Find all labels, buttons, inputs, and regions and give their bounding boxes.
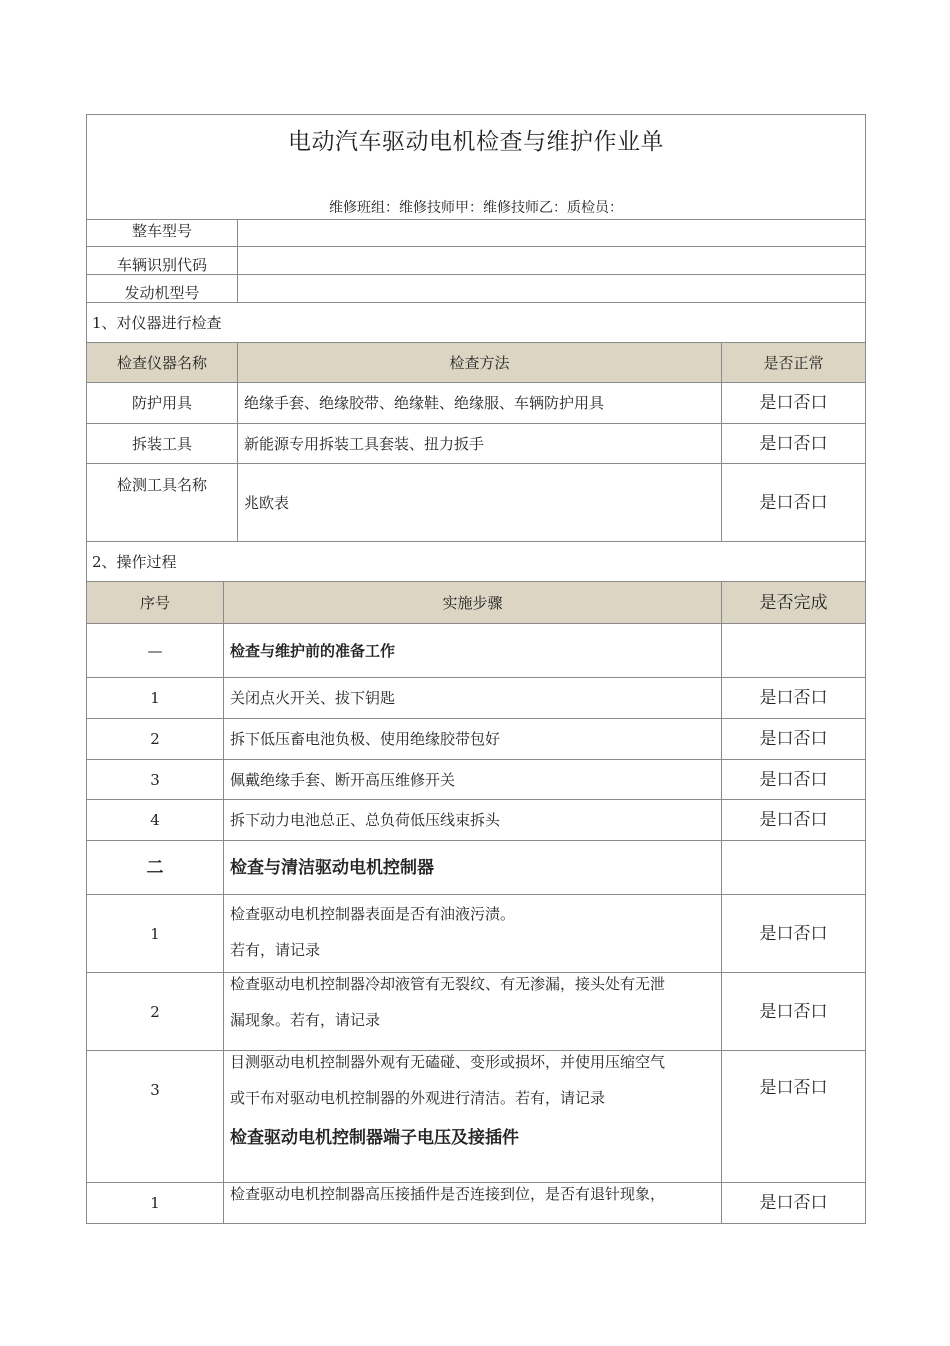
step-row bbox=[87, 1051, 866, 1183]
step-number: 1 bbox=[87, 895, 224, 973]
step-row bbox=[87, 678, 866, 719]
status-checkbox[interactable]: 是口否口 bbox=[722, 678, 866, 719]
instrument-name: 检测工具名称 bbox=[87, 464, 238, 542]
col-header: 是否正常 bbox=[722, 343, 866, 383]
step-line: 或干布对驱动电机控制器的外观进行清洁。若有，请记录 bbox=[230, 1089, 606, 1107]
step-line: 检查驱动电机控制器冷却液管有无裂纹、有无渗漏，接头处有无泄 bbox=[230, 975, 666, 993]
group-header-row bbox=[87, 841, 866, 895]
work-order-sheet bbox=[86, 114, 865, 1224]
instrument-name: 防护用具 bbox=[87, 383, 238, 424]
work-order-table bbox=[86, 114, 866, 1224]
step-row bbox=[87, 719, 866, 760]
info-label: 车辆识别代码 bbox=[87, 247, 238, 275]
page-title: 电动汽车驱动电机检查与维护作业单 bbox=[288, 129, 665, 155]
instrument-method: 绝缘手套、绝缘胶带、绝缘鞋、绝缘服、车辆防护用具 bbox=[238, 383, 722, 424]
step-line: 目测驱动电机控制器外观有无磕碰、变形或损坏，并使用压缩空气 bbox=[230, 1053, 666, 1071]
group-title: 检查与清洁驱动电机控制器 bbox=[224, 841, 722, 895]
group-number: — bbox=[87, 624, 224, 678]
step-text: 拆下动力电池总正、总负荷低压线束拆头 bbox=[224, 800, 722, 841]
section-title-instruments: 1、对仪器进行检查 bbox=[87, 303, 866, 343]
info-row-model bbox=[87, 220, 866, 247]
step-text: 拆下低压畜电池负极、使用绝缘胶带包好 bbox=[224, 719, 722, 760]
step-line: 检查驱动电机控制器表面是否有油液污渍。 bbox=[230, 905, 516, 923]
step-number: 2 bbox=[87, 719, 224, 760]
group-title: 检查驱动电机控制器端子电压及接插件 bbox=[230, 1128, 519, 1148]
step-number: 1 bbox=[87, 678, 224, 719]
step-row bbox=[87, 895, 866, 973]
title-cell bbox=[87, 115, 866, 220]
info-row-vin bbox=[87, 247, 866, 275]
step-number: 1 bbox=[87, 1183, 224, 1224]
step-line: 若有，请记录 bbox=[230, 941, 321, 959]
col-header: 实施步骤 bbox=[224, 582, 722, 624]
step-row bbox=[87, 760, 866, 800]
step-number: 3 bbox=[87, 760, 224, 800]
step-row bbox=[87, 1183, 866, 1224]
instrument-method: 新能源专用拆装工具套装、扭力扳手 bbox=[238, 424, 722, 464]
group-title: 检查与维护前的准备工作 bbox=[224, 624, 722, 678]
instrument-name: 拆装工具 bbox=[87, 424, 238, 464]
step-text: 佩戴绝缘手套、断开高压维修开关 bbox=[224, 760, 722, 800]
instrument-method: 兆欧表 bbox=[238, 464, 722, 542]
info-value-field[interactable] bbox=[238, 247, 866, 275]
status-checkbox[interactable]: 是口否口 bbox=[722, 383, 866, 424]
empty-cell bbox=[722, 841, 866, 895]
process-table-header bbox=[87, 582, 866, 624]
status-checkbox[interactable]: 是口否口 bbox=[722, 800, 866, 841]
status-checkbox[interactable]: 是口否口 bbox=[722, 760, 866, 800]
info-row-engine bbox=[87, 275, 866, 303]
info-value-field[interactable] bbox=[238, 220, 866, 247]
instrument-row bbox=[87, 424, 866, 464]
step-number: 3 bbox=[87, 1051, 224, 1183]
crew-line: 维修班组：维修技师甲：维修技师乙：质检员： bbox=[329, 200, 624, 216]
instrument-table-header bbox=[87, 343, 866, 383]
status-checkbox[interactable]: 是口否口 bbox=[722, 1183, 866, 1224]
col-header: 是否完成 bbox=[722, 582, 866, 624]
instrument-row bbox=[87, 383, 866, 424]
info-value-field[interactable] bbox=[238, 275, 866, 303]
info-label: 整车型号 bbox=[87, 220, 238, 247]
status-checkbox[interactable]: 是口否口 bbox=[722, 719, 866, 760]
step-text: 关闭点火开关、拔下钥匙 bbox=[224, 678, 722, 719]
step-line: 漏现象。若有，请记录 bbox=[230, 1011, 381, 1029]
col-header: 检查方法 bbox=[238, 343, 722, 383]
step-row bbox=[87, 800, 866, 841]
section-title-process: 2、操作过程 bbox=[87, 542, 866, 582]
empty-cell bbox=[722, 624, 866, 678]
step-text: 检查驱动电机控制器高压接插件是否连接到位，是否有退针现象， bbox=[224, 1183, 722, 1224]
step-number: 4 bbox=[87, 800, 224, 841]
status-checkbox[interactable]: 是口否口 bbox=[722, 973, 866, 1051]
group-header-row bbox=[87, 624, 866, 678]
step-text-cell bbox=[224, 895, 722, 973]
status-checkbox[interactable]: 是口否口 bbox=[722, 1051, 866, 1183]
status-checkbox[interactable]: 是口否口 bbox=[722, 424, 866, 464]
instrument-row bbox=[87, 464, 866, 542]
step-text-cell bbox=[224, 973, 722, 1051]
step-row bbox=[87, 973, 866, 1051]
col-header: 序号 bbox=[87, 582, 224, 624]
status-checkbox[interactable]: 是口否口 bbox=[722, 464, 866, 542]
step-number: 2 bbox=[87, 973, 224, 1051]
group-number: 二 bbox=[87, 841, 224, 895]
info-label: 发动机型号 bbox=[87, 275, 238, 303]
col-header: 检查仪器名称 bbox=[87, 343, 238, 383]
status-checkbox[interactable]: 是口否口 bbox=[722, 895, 866, 973]
step-text-cell bbox=[224, 1051, 722, 1183]
